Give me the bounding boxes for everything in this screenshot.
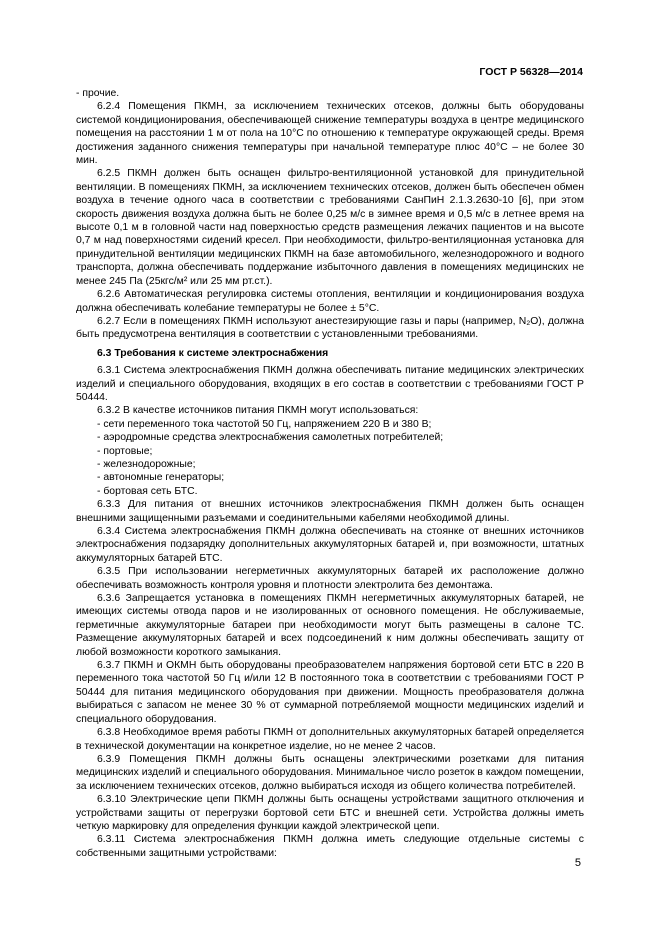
paragraph: 6.3.2 В качестве источников питания ПКМН могут использоваться: bbox=[97, 405, 419, 417]
paragraph: 6.3.8 Необходимое время работы ПКМН от дополнительных аккумуляторных батарей определяется в технической документации на конкретное изделие, но не менее 2 часов. bbox=[76, 727, 584, 752]
paragraph: 6.3.1 Система электроснабжения ПКМН должна обеспечивать питание медицинских электрических изделий и специального оборудования, входящих в его состав в соответствии с требованиями ГОСТ Р 50444. bbox=[76, 365, 584, 403]
paragraph: 6.3.9 Помещения ПКМН должны быть оснащены электрическими розетками для питания медицинских изделий и специального оборудования. Минимальное число розеток в каждом помещении, за исключением технических отсеков, должно выбираться исходя из общего количества потребителей. bbox=[76, 753, 584, 792]
paragraph: 6.3.7 ПКМН и ОКМН быть оборудованы преобразователем напряжения бортовой сети БТС в 220 В переменного тока частотой 50 Гц и/или 12 В постоянного тока в соответствии с требованиями ГОСТ Р 50444 для питания медицинского оборудования при движении. Мощность преобразователя должна выбираться с запасом не менее 30 % от суммарной потребляемой мощности медицинских изделий и специального оборудования. bbox=[76, 660, 584, 725]
list-item: - аэродромные средства электроснабжения самолетных потребителей; bbox=[97, 432, 444, 444]
document-id-header: ГОСТ Р 56328—2014 bbox=[479, 66, 583, 78]
paragraph: 6.3.11 Система электроснабжения ПКМН должна иметь следующие отдельные системы с собственными защитными устройствами: bbox=[76, 834, 584, 859]
document-body bbox=[76, 87, 584, 860]
paragraph: 6.2.6 Автоматическая регулировка системы отопления, вентиляции и кондиционирования воздуха должна обеспечивать колебание температуры не более ± 5°С. bbox=[76, 289, 584, 314]
list-item: - бортовая сеть БТС. bbox=[97, 485, 198, 497]
list-item: - портовые; bbox=[97, 445, 153, 457]
list-item: - сети переменного тока частотой 50 Гц, напряжением 220 В и 380 В; bbox=[97, 418, 432, 430]
page-number: 5 bbox=[574, 857, 581, 869]
paragraph: 6.3.10 Электрические цепи ПКМН должны быть оснащены устройствами защитного отключения и устройствами защиты от перегрузки бортовой сети БТС и внешней сети. Устройства должны иметь четкую маркировку для определения функции каждой электрической цепи. bbox=[76, 794, 584, 832]
paragraph: 6.3.6 Запрещается установка в помещениях ПКМН негерметичных аккумуляторных батарей, не имеющих системы отвода паров и не изолированных от основного помещения. Не обслуживаемые, герметичные аккумуляторные батареи при необходимости могут быть размещены в салоне ТС. Размещение аккумуляторных батарей и всех подсоединений к ним должны обеспечивать защиту от любой возможности короткого замыкания. bbox=[76, 593, 584, 658]
paragraph: 6.3.3 Для питания от внешних источников электроснабжения ПКМН должен быть оснащен внешними защищенными разъемами и соединительными кабелями необходимой длины. bbox=[76, 499, 584, 524]
paragraph: - прочие. bbox=[76, 88, 120, 99]
paragraph: 6.2.4 Помещения ПКМН, за исключением технических отсеков, должны быть оборудованы системой кондиционирования, обеспечивающей снижение температуры воздуха в центре медицинского помещения на расстоянии 1 м от пола на 10°С по отношению к температуре окружающей среды. Время достижения заданного снижения температуры при начальной температуре плюс 40°С – не более 30 мин. bbox=[76, 101, 584, 167]
section-heading: 6.3 Требования к системе электроснабжения bbox=[97, 347, 329, 359]
paragraph: 6.2.5 ПКМН должен быть оснащен фильтро-вентиляционной установкой для принудительной вентиляции. В помещениях ПКМН, за исключением технических отсеков, должен быть обеспечен обмен воздуха в течение одного часа в соответствии с требованиями СанПиН 2.1.3.2630-10 [6], при этом скорость движения воздуха должна быть не более 0,25 м/с в зимнее время и 0,5 м/с в летнее время на высоте 0,1 м в головной части над поверхностью средств размещения лежачих пациентов и на высоте 0,7 м над поверхностями сидений кресел. При необходимости, фильтро-вентиляционная установка для принудительной вентиляции медицинских ПКМН на базе автомобильного, железнодорожного и водного транспорта, должна обеспечивать поддержание избыточного давления в помещениях медицинских не менее 245 Па (25кгс/м² или 25 мм рт.ст.). bbox=[76, 168, 584, 287]
list-item: - железнодорожные; bbox=[97, 458, 196, 470]
list-item: - автономные генераторы; bbox=[97, 472, 225, 484]
paragraph: 6.2.7 Если в помещениях ПКМН используют анестезирующие газы и пары (например, N₂O), должна быть предусмотрена вентиляция в соответствии с установленными требованиями. bbox=[76, 315, 584, 341]
paragraph: 6.3.4 Система электроснабжения ПКМН должна обеспечивать на стоянке от внешних источников электроснабжения подзарядку дополнительных аккумуляторных батарей и, при возможности, штатных аккумуляторных батарей БТС. bbox=[76, 526, 584, 564]
paragraph: 6.3.5 При использовании негерметичных аккумуляторных батарей их расположение должно обеспечивать возможность контроля уровня и плотности электролита без демонтажа. bbox=[76, 566, 584, 591]
